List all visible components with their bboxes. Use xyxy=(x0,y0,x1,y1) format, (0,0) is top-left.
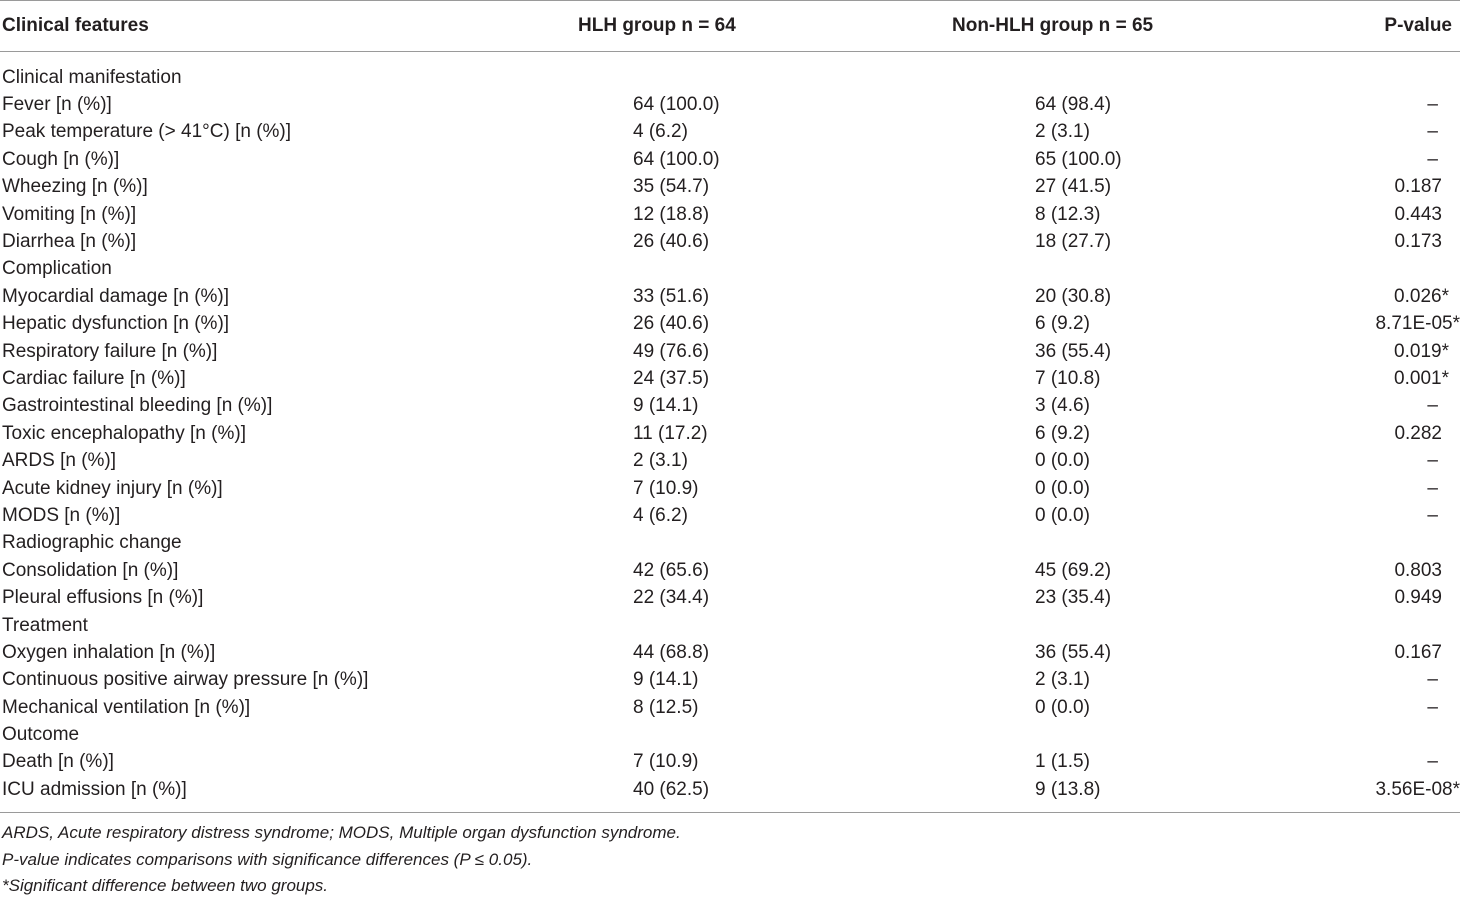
p-value-cell: – xyxy=(1427,450,1438,472)
table-row xyxy=(0,639,1460,666)
footnote-abbreviations: ARDS, Acute respiratory distress syndrome; MODS, Multiple organ dysfunction syndrome. xyxy=(2,823,681,842)
table-row xyxy=(0,365,1460,392)
hlh-value-cell: 24 (37.5) xyxy=(633,367,710,389)
feature-cell: Pleural effusions [n (%)] xyxy=(2,587,204,609)
header-row xyxy=(0,1,1460,52)
hlh-value-cell: 4 (6.2) xyxy=(633,504,688,526)
p-value-cell: 0.803 xyxy=(1394,559,1442,581)
p-value-cell: – xyxy=(1427,395,1438,417)
feature-cell: Oxygen inhalation [n (%)] xyxy=(2,641,216,663)
header-clinical-features: Clinical features xyxy=(0,1,470,52)
p-value-cell: 8.71E-05* xyxy=(1375,313,1460,335)
table-row xyxy=(0,338,1460,365)
section-label: Complication xyxy=(2,258,112,280)
hlh-value-cell: 40 (62.5) xyxy=(470,776,855,812)
table-row xyxy=(0,749,1460,776)
feature-cell: Hepatic dysfunction [n (%)] xyxy=(2,313,230,335)
non-hlh-value-cell: 7 (10.8) xyxy=(1035,367,1101,389)
hlh-value-cell: 2 (3.1) xyxy=(633,450,688,472)
footnote-significance: *Significant difference between two groups. xyxy=(2,876,329,895)
table-row xyxy=(0,91,1460,118)
table-row xyxy=(0,283,1460,310)
p-value-cell: 0.019* xyxy=(1394,340,1449,362)
feature-cell: Wheezing [n (%)] xyxy=(2,176,148,198)
feature-cell: ICU admission [n (%)] xyxy=(0,776,470,812)
hlh-value-cell: 64 (100.0) xyxy=(633,148,720,170)
table-footnotes xyxy=(2,820,681,900)
feature-cell: Mechanical ventilation [n (%)] xyxy=(2,696,251,718)
non-hlh-value-cell: 1 (1.5) xyxy=(1035,751,1090,773)
p-value-cell: – xyxy=(1427,669,1438,691)
hlh-value-cell: 35 (54.7) xyxy=(633,176,710,198)
feature-cell: Consolidation [n (%)] xyxy=(2,559,179,581)
table-row xyxy=(0,393,1460,420)
header-hlh-group: HLH group n = 64 xyxy=(470,1,855,52)
non-hlh-value-cell: 9 (13.8) xyxy=(855,776,1270,812)
non-hlh-value-cell: 0 (0.0) xyxy=(1035,504,1090,526)
non-hlh-value-cell: 65 (100.0) xyxy=(1035,148,1122,170)
table-row xyxy=(0,311,1460,338)
hlh-value-cell: 11 (17.2) xyxy=(633,422,708,444)
table-row xyxy=(0,228,1460,255)
hlh-value-cell: 44 (68.8) xyxy=(633,641,710,663)
p-value-cell: – xyxy=(1427,148,1438,170)
table-body xyxy=(0,52,1460,813)
p-value-cell: 0.026* xyxy=(1394,285,1449,307)
hlh-value-cell: 9 (14.1) xyxy=(633,669,699,691)
feature-cell: Toxic encephalopathy [n (%)] xyxy=(2,422,246,444)
p-value-cell: 0.173 xyxy=(1394,231,1442,253)
feature-cell: Gastrointestinal bleeding [n (%)] xyxy=(2,395,273,417)
table-row xyxy=(0,667,1460,694)
p-value-cell: 0.001* xyxy=(1394,367,1449,389)
feature-cell: MODS [n (%)] xyxy=(2,504,121,526)
feature-cell: ARDS [n (%)] xyxy=(2,450,117,472)
p-value-cell: – xyxy=(1427,477,1438,499)
feature-cell: Vomiting [n (%)] xyxy=(2,203,137,225)
feature-cell: Continuous positive airway pressure [n (%)] xyxy=(2,669,369,691)
header-p-value: P-value xyxy=(1270,1,1460,52)
table-row xyxy=(0,201,1460,228)
hlh-value-cell: 12 (18.8) xyxy=(633,203,710,225)
table-row xyxy=(0,119,1460,146)
feature-cell: Peak temperature (> 41°C) [n (%)] xyxy=(2,121,292,143)
hlh-value-cell: 26 (40.6) xyxy=(633,231,710,253)
p-value-cell: – xyxy=(1427,751,1438,773)
feature-cell: Acute kidney injury [n (%)] xyxy=(2,477,223,499)
hlh-value-cell: 7 (10.9) xyxy=(633,477,699,499)
non-hlh-value-cell: 23 (35.4) xyxy=(1035,587,1112,609)
table-row xyxy=(0,447,1460,474)
table-row xyxy=(0,420,1460,447)
p-value-cell: – xyxy=(1427,94,1438,116)
non-hlh-value-cell: 0 (0.0) xyxy=(1035,477,1090,499)
hlh-value-cell: 26 (40.6) xyxy=(633,313,710,335)
table-row xyxy=(0,502,1460,529)
p-value-cell: – xyxy=(1427,696,1438,718)
non-hlh-value-cell: 2 (3.1) xyxy=(1035,669,1090,691)
non-hlh-value-cell: 8 (12.3) xyxy=(1035,203,1101,225)
section-row xyxy=(0,721,1460,748)
table-row xyxy=(0,146,1460,173)
feature-cell: Fever [n (%)] xyxy=(2,94,112,116)
footnote-p-value: P-value indicates comparisons with significance differences (P ≤ 0.05). xyxy=(2,849,533,869)
hlh-value-cell: 22 (34.4) xyxy=(633,587,710,609)
feature-cell: Cough [n (%)] xyxy=(2,148,120,170)
hlh-value-cell: 49 (76.6) xyxy=(633,340,710,362)
feature-cell: Diarrhea [n (%)] xyxy=(2,231,137,253)
non-hlh-value-cell: 2 (3.1) xyxy=(1035,121,1090,143)
p-value-cell: 0.282 xyxy=(1394,422,1442,444)
table-row xyxy=(0,584,1460,611)
section-label: Radiographic change xyxy=(2,532,182,554)
non-hlh-value-cell: 20 (30.8) xyxy=(1035,285,1112,307)
hlh-value-cell: 8 (12.5) xyxy=(633,696,699,718)
section-row xyxy=(0,612,1460,639)
hlh-value-cell: 64 (100.0) xyxy=(633,94,720,116)
hlh-value-cell: 4 (6.2) xyxy=(633,121,688,143)
non-hlh-value-cell: 3 (4.6) xyxy=(1035,395,1090,417)
p-value-cell: 0.167 xyxy=(1394,641,1442,663)
p-value-cell: 0.187 xyxy=(1394,176,1442,198)
p-value-cell: 3.56E-08* xyxy=(1270,776,1460,812)
non-hlh-value-cell: 27 (41.5) xyxy=(1035,176,1112,198)
non-hlh-value-cell: 36 (55.4) xyxy=(1035,340,1112,362)
section-label: Outcome xyxy=(2,724,80,746)
table-header xyxy=(0,1,1460,52)
feature-cell: Death [n (%)] xyxy=(2,751,114,773)
section-row xyxy=(0,530,1460,557)
table-row xyxy=(0,174,1460,201)
feature-cell: Cardiac failure [n (%)] xyxy=(2,367,186,389)
hlh-value-cell: 33 (51.6) xyxy=(633,285,710,307)
non-hlh-value-cell: 18 (27.7) xyxy=(1035,231,1112,253)
non-hlh-value-cell: 45 (69.2) xyxy=(1035,559,1112,581)
feature-cell: Myocardial damage [n (%)] xyxy=(2,285,230,307)
non-hlh-value-cell: 64 (98.4) xyxy=(1035,94,1112,116)
hlh-value-cell: 7 (10.9) xyxy=(633,751,699,773)
non-hlh-value-cell: 36 (55.4) xyxy=(1035,641,1112,663)
non-hlh-value-cell: 6 (9.2) xyxy=(1035,313,1090,335)
p-value-cell: 0.949 xyxy=(1394,587,1442,609)
hlh-value-cell: 42 (65.6) xyxy=(633,559,710,581)
p-value-cell: 0.443 xyxy=(1394,203,1442,225)
hlh-value-cell: 9 (14.1) xyxy=(633,395,699,417)
p-value-cell: – xyxy=(1427,121,1438,143)
feature-cell: Respiratory failure [n (%)] xyxy=(2,340,218,362)
table-row xyxy=(0,475,1460,502)
section-label: Treatment xyxy=(2,614,88,636)
header-non-hlh-group: Non-HLH group n = 65 xyxy=(855,1,1270,52)
p-value-cell: – xyxy=(1427,504,1438,526)
non-hlh-value-cell: 0 (0.0) xyxy=(1035,450,1090,472)
non-hlh-value-cell: 0 (0.0) xyxy=(1035,696,1090,718)
section-row xyxy=(0,256,1460,283)
section-row xyxy=(0,52,1460,92)
section-label: Clinical manifestation xyxy=(2,66,182,88)
non-hlh-value-cell: 6 (9.2) xyxy=(1035,422,1090,444)
table-row xyxy=(0,557,1460,584)
table-row xyxy=(0,694,1460,721)
table-row xyxy=(0,776,1460,812)
